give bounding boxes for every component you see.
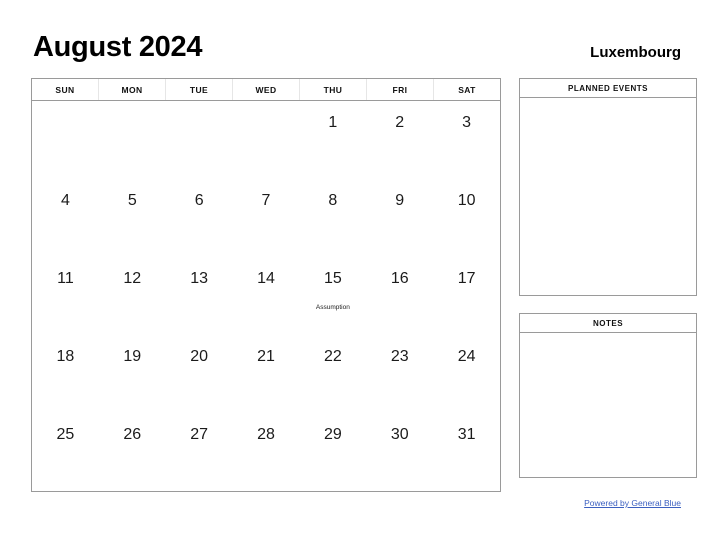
day-number: 25 [56, 426, 75, 443]
calendar-day-cell [366, 335, 433, 413]
day-event: Assumption [315, 304, 350, 311]
calendar-day-cell [99, 413, 166, 491]
day-number: 27 [190, 426, 209, 443]
calendar-day-cell [299, 257, 366, 335]
calendar-day-cell [32, 101, 99, 179]
calendar-day-cell [366, 179, 433, 257]
calendar-day-cell [433, 413, 500, 491]
day-number: 26 [123, 426, 142, 443]
calendar-day-cell [166, 413, 233, 491]
day-number: 21 [257, 348, 275, 365]
calendar-week-row [32, 257, 500, 335]
weekday-header-fri: FRI [367, 79, 434, 100]
day-number: 23 [390, 348, 409, 365]
calendar-week-row [32, 179, 500, 257]
day-number: 30 [390, 426, 409, 443]
day-number: 18 [56, 348, 75, 365]
day-number: 15 [323, 270, 342, 287]
calendar-day-cell [366, 257, 433, 335]
day-number: 8 [328, 192, 338, 209]
calendar-day-cell [32, 257, 99, 335]
page-title: August 2024 [33, 31, 203, 63]
calendar-day-cell [433, 179, 500, 257]
calendar-grid [31, 78, 501, 492]
day-number: 10 [457, 192, 476, 209]
day-number: 5 [127, 192, 137, 209]
calendar-day-cell [433, 257, 500, 335]
calendar-day-cell [366, 101, 433, 179]
calendar-day-cell [299, 335, 366, 413]
calendar-day-cell [99, 257, 166, 335]
weekday-header-mon: MON [99, 79, 166, 100]
planned-events-box [519, 78, 697, 296]
calendar-day-cell [299, 101, 366, 179]
calendar-day-cell [99, 179, 166, 257]
day-number: 7 [261, 192, 271, 209]
planned-events-body[interactable] [520, 98, 696, 296]
calendar-day-cell [166, 335, 233, 413]
calendar-day-cell [233, 413, 300, 491]
calendar-day-cell [233, 101, 300, 179]
calendar-week-row [32, 335, 500, 413]
weekday-header-row [32, 79, 500, 101]
day-number: 28 [257, 426, 275, 443]
day-number: 22 [323, 348, 342, 365]
calendar-day-cell [299, 413, 366, 491]
calendar-day-cell [299, 179, 366, 257]
calendar-day-cell [433, 101, 500, 179]
weekday-header-wed: WED [233, 79, 300, 100]
day-number: 6 [194, 192, 204, 209]
weekday-header-sun: SUN [32, 79, 99, 100]
notes-box [519, 313, 697, 478]
calendar-day-cell [366, 413, 433, 491]
calendar-day-cell [32, 179, 99, 257]
day-number: 29 [323, 426, 342, 443]
calendar-day-cell [32, 335, 99, 413]
locale-label: Luxembourg [590, 44, 681, 61]
calendar-day-cell [166, 101, 233, 179]
notes-title: NOTES [520, 314, 696, 333]
weekday-header-thu: THU [300, 79, 367, 100]
day-number: 31 [457, 426, 476, 443]
calendar-day-cell [166, 179, 233, 257]
calendar-day-cell [233, 335, 300, 413]
day-number: 12 [123, 270, 142, 287]
day-number: 20 [190, 348, 209, 365]
day-number: 16 [390, 270, 409, 287]
weekday-header-sat: SAT [458, 85, 476, 95]
calendar-day-cell [166, 257, 233, 335]
notes-body[interactable] [520, 333, 696, 478]
day-number: 24 [457, 348, 476, 365]
planned-events-title: PLANNED EVENTS [520, 79, 696, 98]
calendar-week-row [32, 413, 500, 491]
day-number: 14 [257, 270, 275, 287]
calendar-week-row [32, 101, 500, 179]
calendar-day-cell [233, 179, 300, 257]
day-number: 1 [328, 114, 338, 131]
calendar-day-cell [433, 335, 500, 413]
powered-by-link[interactable]: Powered by General Blue [584, 498, 681, 508]
day-number: 19 [123, 348, 142, 365]
day-number: 9 [395, 192, 405, 209]
calendar-day-cell [32, 413, 99, 491]
day-number: 4 [60, 192, 70, 209]
weekday-header-tue: TUE [166, 79, 233, 100]
day-number: 11 [57, 270, 74, 287]
calendar-day-cell [99, 101, 166, 179]
day-number: 13 [190, 270, 209, 287]
calendar-day-cell [233, 257, 300, 335]
day-number: 3 [462, 114, 472, 131]
day-number: 17 [457, 270, 476, 287]
day-number: 2 [395, 114, 405, 131]
calendar-day-cell [99, 335, 166, 413]
